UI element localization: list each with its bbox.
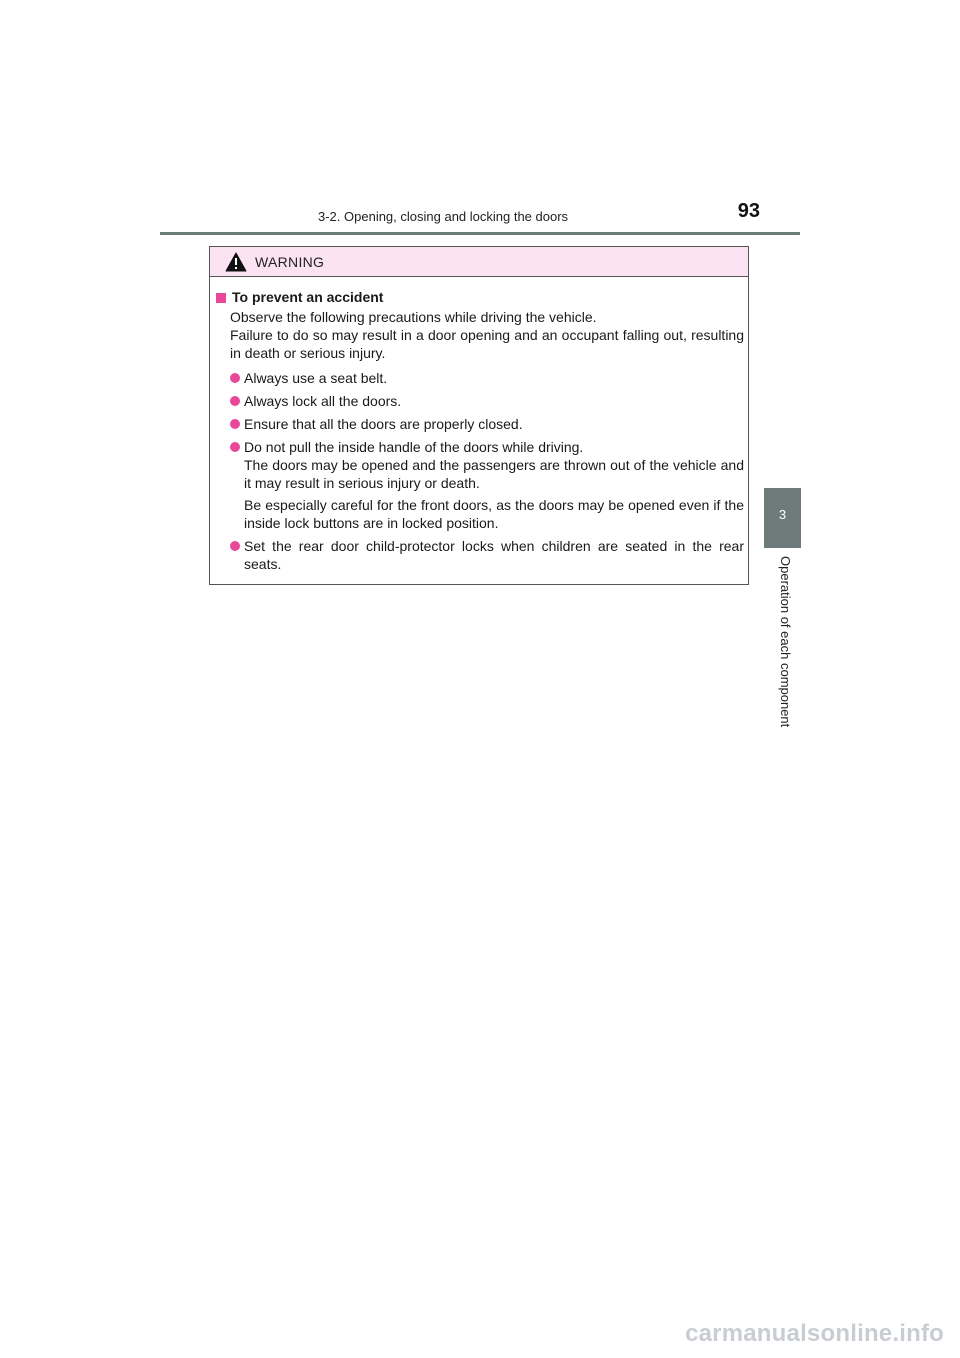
list-item-text: Do not pull the inside handle of the doors while driving.: [244, 439, 584, 455]
list-item-text: Ensure that all the doors are properly closed.: [244, 416, 523, 432]
warning-section-title: To prevent an accident: [232, 289, 384, 305]
list-item-detail: The doors may be opened and the passengers are thrown out of the vehicle and it may result in serious injury or death.: [244, 457, 744, 491]
warning-section-heading: [216, 288, 744, 306]
warning-body: [216, 288, 744, 578]
warning-triangle-icon: [225, 252, 247, 272]
list-item-detail: Be especially careful for the front doors, as the doors may be opened even if the inside lock buttons are in locked position.: [244, 497, 744, 531]
chapter-tab: [764, 488, 801, 548]
warning-box: [209, 246, 749, 585]
list-item: [216, 438, 744, 532]
bullet-dot-icon: [230, 442, 240, 452]
list-item: [216, 537, 744, 573]
list-item-content: [244, 438, 744, 532]
intro-text-1: Observe the following precautions while driving the vehicle.: [230, 309, 597, 325]
page-number: 93: [737, 200, 760, 222]
warning-header: [210, 247, 748, 277]
header-divider: [160, 232, 800, 235]
warning-title: WARNING: [255, 254, 325, 270]
intro-text-2: Failure to do so may result in a door opening and an occupant falling out, resulting in death or serious injury.: [230, 327, 744, 361]
bullet-dot-icon: [230, 373, 240, 383]
list-item: [216, 392, 744, 410]
chapter-title: Operation of each component: [778, 556, 793, 728]
list-item-text: Set the rear door child-protector locks when children are seated in the rear seats.: [244, 538, 744, 572]
watermark: carmanualsonline.info: [685, 1320, 944, 1347]
list-item-text: Always use a seat belt.: [244, 370, 388, 386]
bullet-dot-icon: [230, 396, 240, 406]
precaution-list: [216, 369, 744, 573]
square-bullet-icon: [216, 293, 226, 303]
list-item-text: Always lock all the doors.: [244, 393, 402, 409]
bullet-dot-icon: [230, 419, 240, 429]
section-title: 3-2. Opening, closing and locking the doors: [318, 209, 569, 224]
page-header: [160, 196, 800, 236]
bullet-dot-icon: [230, 541, 240, 551]
chapter-number: 3: [778, 507, 787, 522]
list-item: [216, 415, 744, 433]
list-item: [216, 369, 744, 387]
